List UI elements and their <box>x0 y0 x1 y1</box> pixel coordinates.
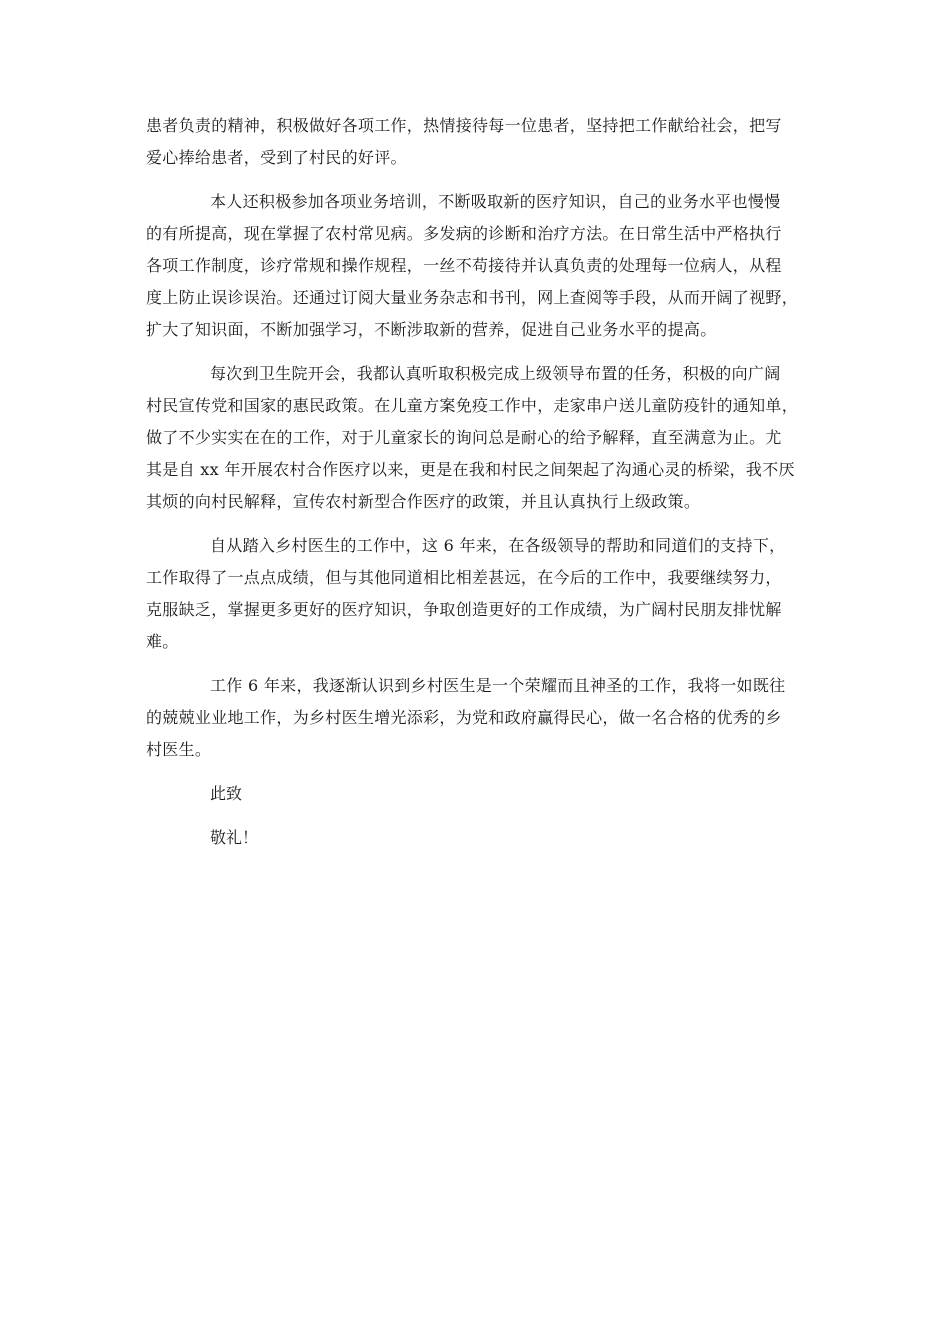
text-line: 难。 <box>146 632 179 651</box>
text-line: 自从踏入乡村医生的工作中，这 6 年来，在各级领导的帮助和同道们的支持下， <box>210 536 786 555</box>
text-line: 每次到卫生院开会，我都认真听取积极完成上级领导布置的任务，积极的向广阔 <box>210 364 781 383</box>
text-line: 克服缺乏，掌握更多更好的医疗知识，争取创造更好的工作成绩，为广阔村民朋友排忧解 <box>146 600 782 619</box>
text-line: 工作 6 年来，我逐渐认识到乡村医生是一个荣耀而且神圣的工作，我将一如既往 <box>210 676 786 695</box>
text-line: 扩大了知识面，不断加强学习，不断涉取新的营养，促进自己业务水平的提高。 <box>146 320 717 339</box>
closing-regards: 敬礼！ <box>210 828 259 847</box>
text-line: 患者负责的精神，积极做好各项工作，热情接待每一位患者，坚持把工作献给社会，把写 <box>146 116 782 135</box>
text-line: 的兢兢业业地工作，为乡村医生增光添彩，为党和政府赢得民心，做一名合格的优秀的乡 <box>146 708 782 727</box>
text-line: 做了不少实实在在的工作，对于儿童家长的询问总是耐心的给予解释，直至满意为止。尤 <box>146 428 782 447</box>
text-line: 其是自 xx 年开展农村合作医疗以来，更是在我和村民之间架起了沟通心灵的桥梁，我不厌 <box>146 460 795 479</box>
paragraph-2 <box>146 186 806 346</box>
text-line: 村医生。 <box>146 740 212 759</box>
text-line: 本人还积极参加各项业务培训，不断吸取新的医疗知识，自己的业务水平也慢慢 <box>210 192 781 211</box>
paragraph-1 <box>146 110 806 174</box>
paragraph-3 <box>146 358 806 518</box>
text-line: 爱心捧给患者，受到了村民的好评。 <box>146 148 407 167</box>
text-line: 的有所提高，现在掌握了农村常见病。多发病的诊断和治疗方法。在日常生活中严格执行 <box>146 224 782 243</box>
letter-body <box>146 110 806 866</box>
text-line: 度上防止误诊误治。还通过订阅大量业务杂志和书刊，网上查阅等手段，从而开阔了视野， <box>146 288 799 307</box>
text-line: 村民宣传党和国家的惠民政策。在儿童方案免疫工作中，走家串户送儿童防疫针的通知单， <box>146 396 799 415</box>
text-line: 各项工作制度，诊疗常规和操作规程，一丝不苟接待并认真负责的处理每一位病人，从程 <box>146 256 782 275</box>
closing-salutation: 此致 <box>210 784 243 803</box>
paragraph-4 <box>146 530 806 658</box>
paragraph-5 <box>146 670 806 766</box>
text-line: 其烦的向村民解释，宣传农村新型合作医疗的政策，并且认真执行上级政策。 <box>146 492 701 511</box>
text-line: 工作取得了一点点成绩，但与其他同道相比相差甚远，在今后的工作中，我要继续努力， <box>146 568 782 587</box>
